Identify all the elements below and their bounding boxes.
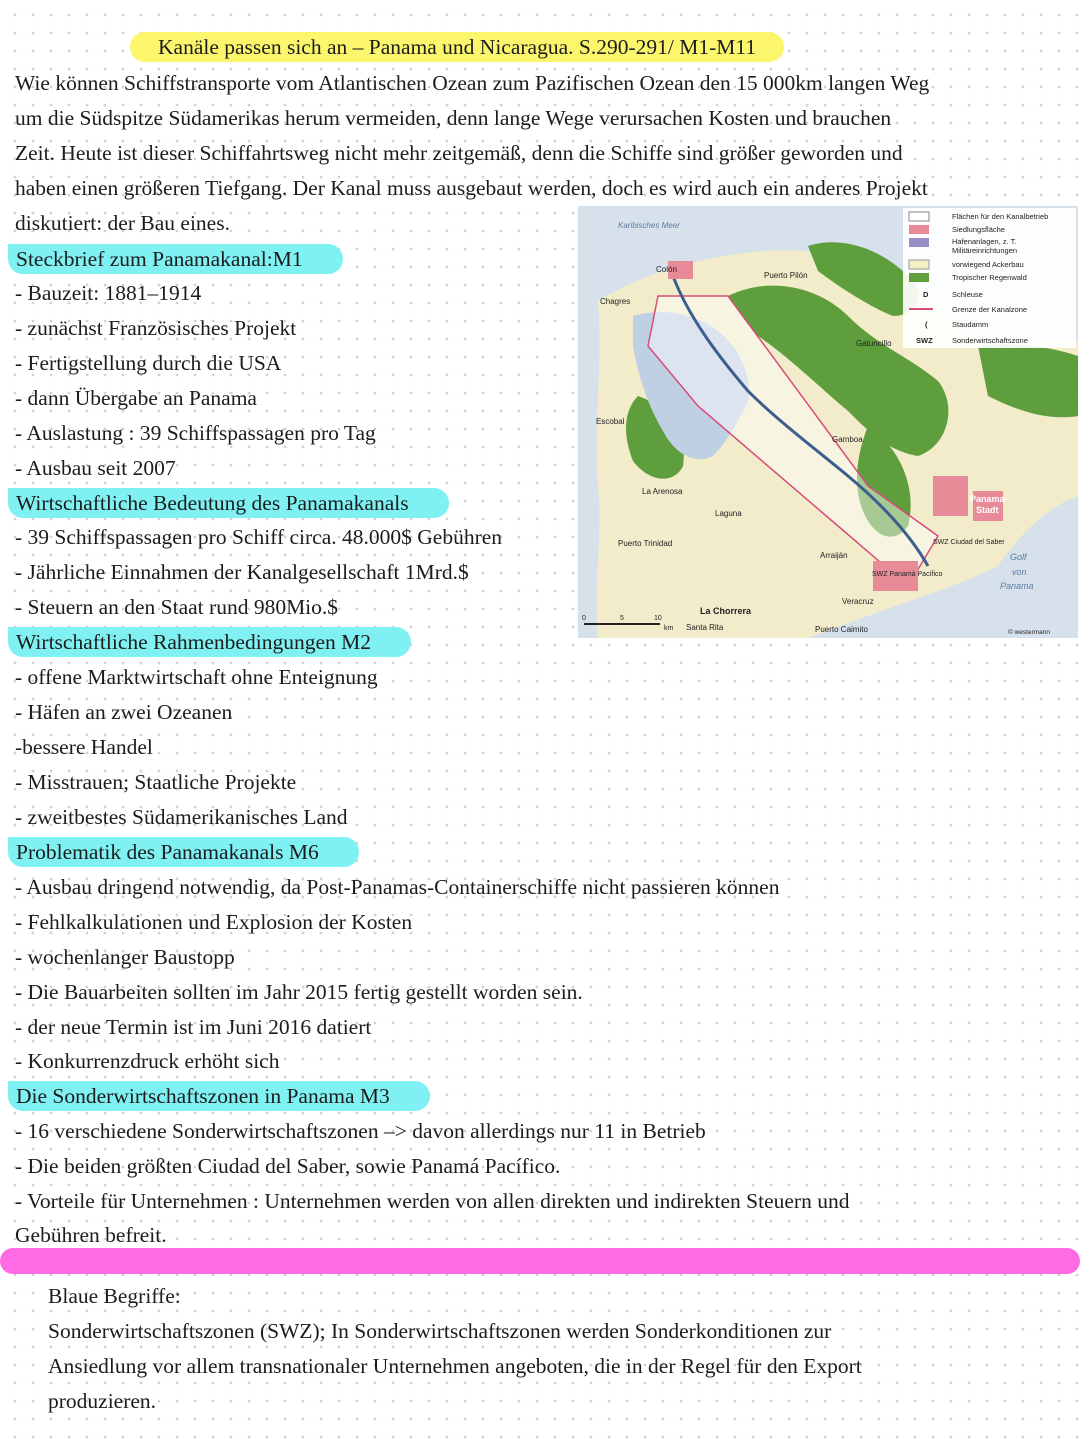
map-label: Stadt	[976, 505, 999, 515]
legend-label: Schleuse	[952, 290, 983, 299]
list-item: - Auslastung : 39 Schiffspassagen pro Tag	[15, 421, 376, 445]
list-item: - Die Bauarbeiten sollten im Jahr 2015 fertig gestellt worden sein.	[15, 980, 583, 1004]
map-label: Arraiján	[820, 551, 848, 560]
legend-label: Hafenanlagen, z. T.	[952, 237, 1017, 246]
intro-line: um die Südspitze Südamerikas herum vermeiden, denn lange Wege verursachen Kosten und brauchen	[15, 106, 892, 130]
map-label: Escobal	[596, 417, 625, 426]
scale-label: km	[664, 625, 674, 632]
page-title: Kanäle passen sich an – Panama und Nicaragua. S.290-291/ M1-M11	[130, 32, 784, 62]
map-label: Gatuncillo	[856, 339, 892, 348]
map-label: SWZ Ciudad del Saber	[933, 539, 1005, 546]
legend-label: Flächen für den Kanalbetrieb	[952, 212, 1049, 221]
section-heading-rahmenbedingungen: Wirtschaftliche Rahmenbedingungen M2	[8, 627, 411, 657]
list-item: - Vorteile für Unternehmen : Unternehmen werden von allen direkten und indirekten Steuern und	[15, 1189, 850, 1213]
map-settlement	[933, 476, 968, 516]
map-label: Puerto Caimito	[815, 625, 868, 634]
list-item: - Misstrauen; Staatliche Projekte	[15, 770, 297, 794]
dam-symbol: (	[925, 320, 928, 329]
list-item: - dann Übergabe an Panama	[15, 386, 257, 410]
map-label: Santa Rita	[686, 623, 724, 632]
list-item: - zunächst Französisches Projekt	[15, 316, 297, 340]
swz-symbol: SWZ	[916, 336, 933, 345]
intro-line: Wie können Schiffstransporte vom Atlantischen Ozean zum Pazifischen Ozean den 15 000km langen Weg	[15, 71, 930, 95]
list-item: Gebühren befreit.	[15, 1223, 167, 1247]
map-label: Chagres	[600, 297, 631, 306]
section-heading-bedeutung: Wirtschaftliche Bedeutung des Panamakanals	[8, 488, 449, 518]
map-label: La Arenosa	[642, 487, 683, 496]
legend-swatch	[909, 238, 929, 247]
map-label: SWZ Panamá Pacífico	[872, 571, 943, 578]
list-item: - Bauzeit: 1881–1914	[15, 281, 202, 305]
scale-label: 5	[620, 615, 624, 622]
blue-terms-line: Sonderwirtschaftszonen (SWZ); In Sonderwirtschaftszonen werden Sonderkonditionen zur	[48, 1319, 832, 1343]
list-item: - offene Marktwirtschaft ohne Enteignung	[15, 665, 378, 689]
list-item: - Konkurrenzdruck erhöht sich	[15, 1049, 280, 1073]
legend-label: Sonderwirtschaftszone	[952, 336, 1028, 345]
map-label: Panama-	[970, 494, 1008, 504]
map-label: Panama	[1000, 581, 1034, 591]
map-label: von	[1012, 567, 1027, 577]
list-item: - Fehlkalkulationen und Explosion der Kosten	[15, 910, 413, 934]
legend-label: Staudamm	[952, 320, 989, 329]
map-copyright: © westermann	[1008, 629, 1050, 636]
scale-label: 10	[654, 615, 662, 622]
list-item: - 16 verschiedene Sonderwirtschaftszonen –> davon allerdings nur 11 in Betrieb	[15, 1119, 706, 1143]
map-label: Puerto Pilón	[764, 271, 808, 280]
section-heading-steckbrief: Steckbrief zum Panamakanal:M1	[8, 244, 343, 274]
map-label: La Chorrera	[700, 606, 752, 616]
legend-label: Grenze der Kanalzone	[952, 305, 1028, 314]
intro-line: haben einen größeren Tiefgang. Der Kanal muss ausgebaut werden, doch es wird auch ein anderes Projekt	[15, 176, 928, 200]
blue-terms-line: Ansiedlung vor allem transnationaler Unternehmen angeboten, die in der Regel für den Export	[48, 1354, 862, 1378]
list-item: - Steuern an den Staat rund 980Mio.$	[15, 595, 339, 619]
intro-line: Zeit. Heute ist dieser Schiffahrtsweg nicht mehr zeitgemäß, denn die Schiffe sind größer geworden und	[15, 141, 903, 165]
intro-line: diskutiert: der Bau eines.	[15, 211, 230, 235]
map-label: Golf	[1010, 552, 1027, 562]
divider-highlight	[0, 1248, 1080, 1274]
map-label: Karibisches Meer	[618, 221, 680, 230]
list-item: - Fertigstellung durch die USA	[15, 351, 282, 375]
list-item: - Die beiden größten Ciudad del Saber, sowie Panamá Pacífico.	[15, 1154, 561, 1178]
list-item: - Häfen an zwei Ozeanen	[15, 700, 233, 724]
legend-label: Militäreinrichtungen	[952, 246, 1018, 255]
list-item: -bessere Handel	[15, 735, 153, 759]
blue-terms-line: produzieren.	[48, 1389, 157, 1413]
list-item: - wochenlanger Baustopp	[15, 945, 235, 969]
list-item: - Ausbau dringend notwendig, da Post-Panamas-Containerschiffe nicht passieren können	[15, 875, 780, 899]
list-item: - Jährliche Einnahmen der Kanalgesellschaft 1Mrd.$	[15, 560, 469, 584]
legend-swatch	[909, 273, 929, 282]
list-item: - 39 Schiffspassagen pro Schiff circa. 48.000$ Gebühren	[15, 525, 503, 549]
list-item: - zweitbestes Südamerikanisches Land	[15, 805, 348, 829]
legend-label: Siedlungsfläche	[952, 225, 1005, 234]
legend-label: Tropischer Regenwald	[952, 273, 1027, 282]
legend-swatch	[909, 225, 929, 234]
lock-symbol: D	[923, 290, 929, 299]
list-item: - Ausbau seit 2007	[15, 456, 176, 480]
legend-label: vorwiegend Ackerbau	[952, 260, 1024, 269]
panama-canal-map	[578, 206, 1078, 638]
list-item: - der neue Termin ist im Juni 2016 datiert	[15, 1015, 372, 1039]
legend-swatch	[909, 212, 929, 221]
map-label: Laguna	[715, 509, 742, 518]
legend-swatch	[909, 260, 929, 269]
map-label: Veracruz	[842, 597, 874, 606]
map-label: Puerto Trinidad	[618, 539, 673, 548]
map-label: Colón	[656, 265, 677, 274]
map-label: Gamboa	[832, 435, 863, 444]
scale-label: 0	[582, 615, 586, 622]
section-heading-swz: Die Sonderwirtschaftszonen in Panama M3	[8, 1081, 430, 1111]
section-heading-problematik: Problematik des Panamakanals M6	[8, 837, 359, 867]
blue-terms-heading: Blaue Begriffe:	[48, 1284, 181, 1308]
